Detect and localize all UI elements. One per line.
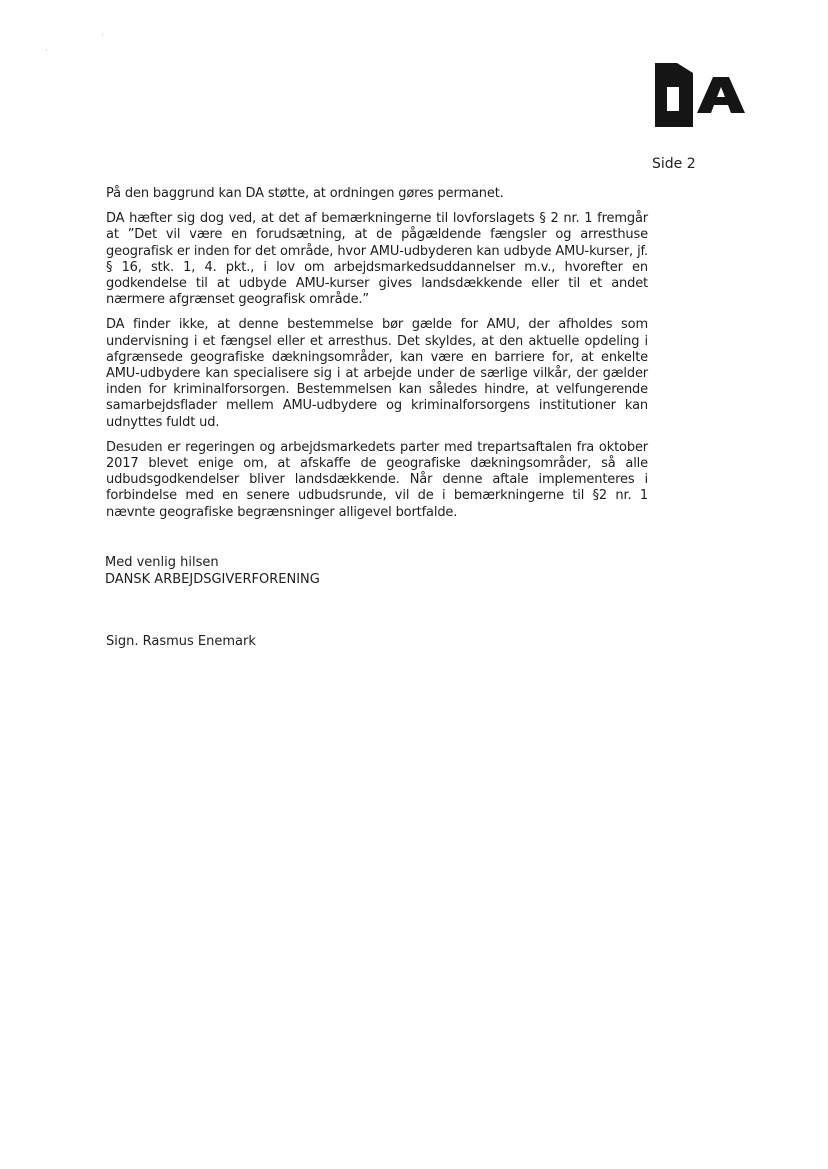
scan-artifact: · [45,46,48,55]
signature-line: Sign. Rasmus Enemark [106,634,256,649]
organization-name: DANSK ARBEJDSGIVERFORENING [105,572,320,587]
da-logo [653,63,763,127]
paragraph-tripartite: Desuden er regeringen og arbejdsmarkedets parter med trepartsaftalen fra oktober 2017 blevet enige om, at afskaffe de geografiske dækningsområder, så alle udbudsgodkendelser bliver landsdækkende. Når denne aftale implementeres i forbindelse med en senere udbudsrunde, vil de i bemærkningerne til §2 nr. 1 nævnte geografiske begrænsninger alligevel bortfalde. [106,439,648,520]
logo-d-counter [667,87,679,111]
paragraph-remark: DA hæfter sig dog ved, at det af bemærkningerne til lovforslagets § 2 nr. 1 fremgår at ”Det vil være en forudsætning, at de pågældende fængsler og arresthuse geografisk er inden for det område, hvor AMU-udbyderen kan udbyde AMU-kurser, jf. § 16, stk. 1, 4. pkt., i lov om arbejdsmarkedsuddannelser m.v., hvorefter en godkendelse til at udbyde AMU-kurser gives landsdækkende eller til et andet nærmere afgrænset geografisk område.” [106,211,648,308]
closing-greeting: Med venlig hilsen [105,555,219,570]
paragraph-objection: DA finder ikke, at denne bestemmelse bør gælde for AMU, der afholdes som undervisning i et fængsel eller et arresthus. Det skyldes, at den aktuelle opdeling i afgrænsede geografiske dækningsområder, kan være en barriere for, at enkelte AMU-udbydere kan specialisere sig i at arbejde under de særlige vilkår, der gælder inden for kriminalforsorgen. Bestemmelsen kan således hindre, at velfungerende samarbejdsflader mellem AMU-udbydere og kriminalforsorgens institutioner kan udnyttes fuldt ud. [106,317,648,430]
page-number: Side 2 [652,156,696,172]
scan-artifact: · [101,31,104,40]
letter-body [106,186,648,530]
closing-block [105,554,320,588]
paragraph-support: På den baggrund kan DA støtte, at ordningen gøres permanet. [106,186,504,201]
